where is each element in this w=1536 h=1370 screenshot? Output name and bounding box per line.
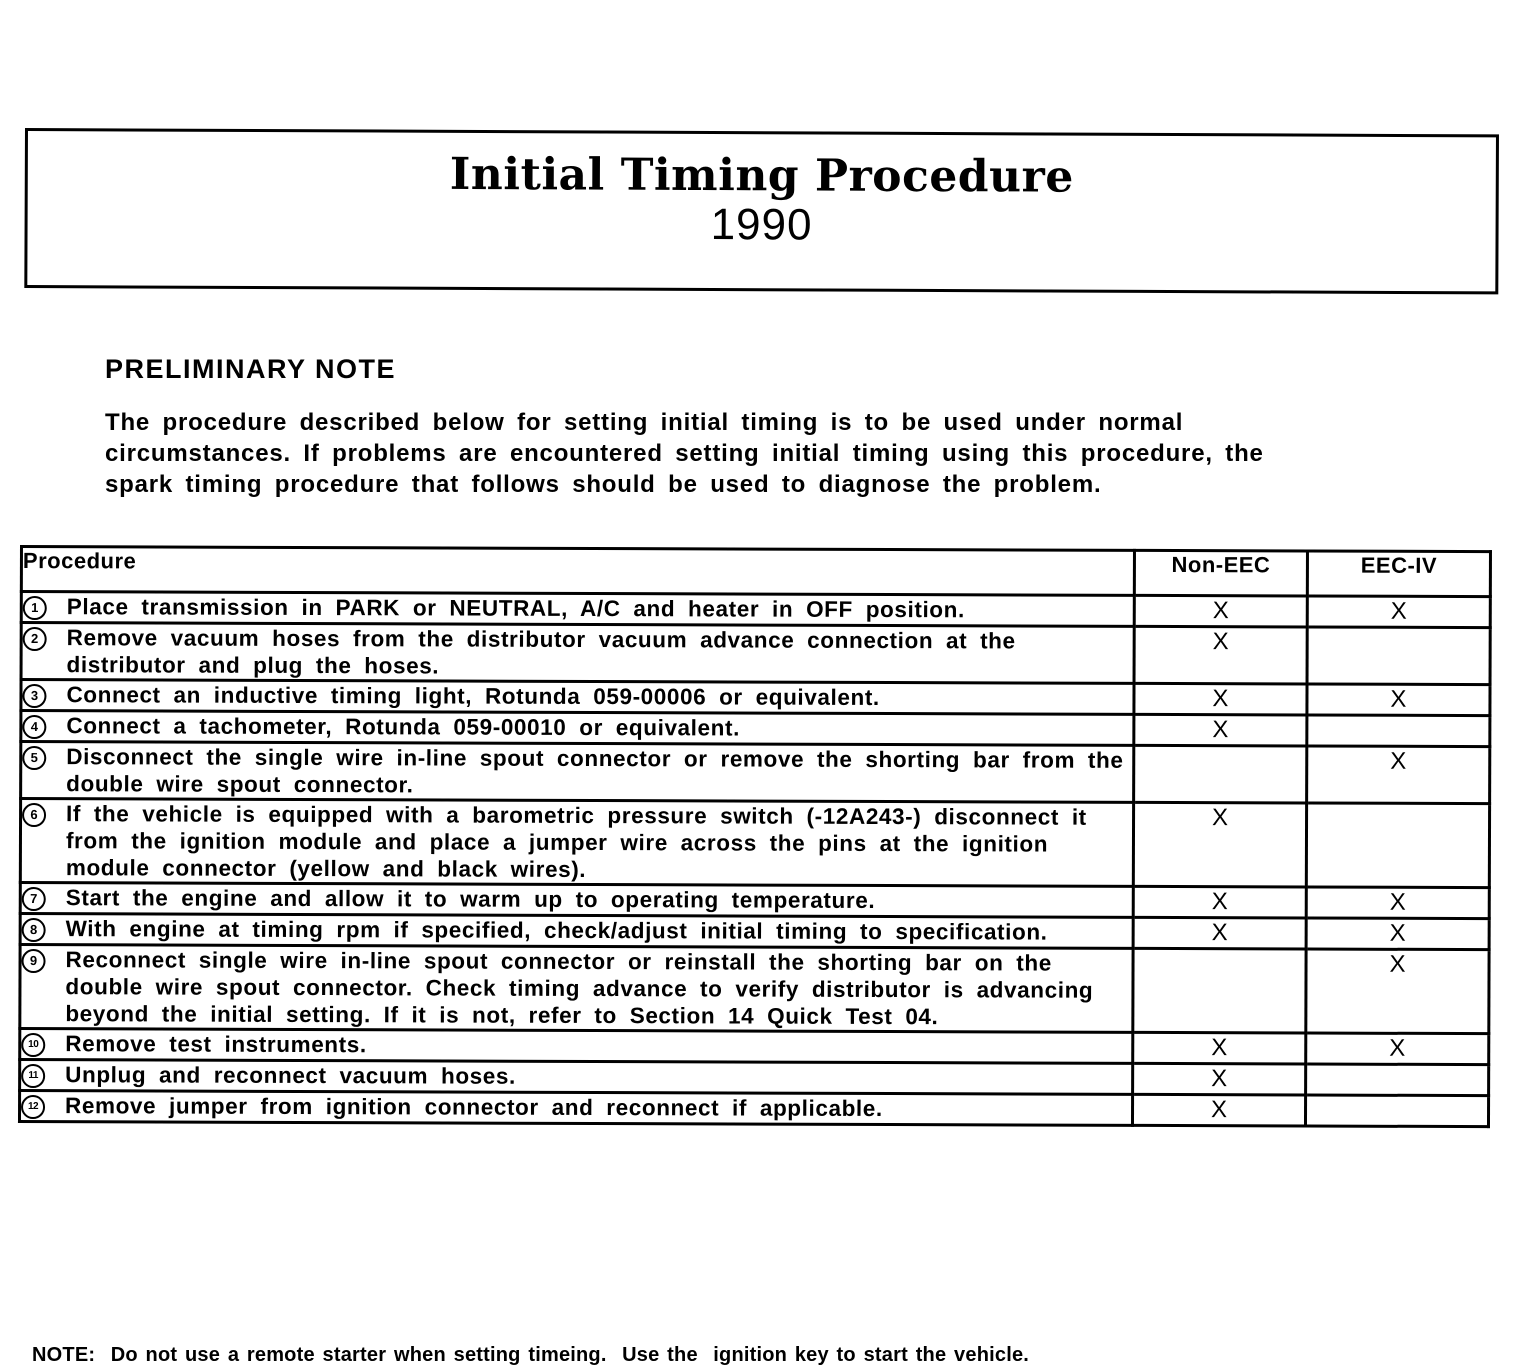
step-number-badge: 11 <box>21 1064 45 1088</box>
step-number-badge: 3 <box>22 684 46 708</box>
header-procedure: Procedure <box>21 547 1134 596</box>
step-text: Connect a tachometer, Rotunda 059-00010 or equivalent. <box>66 713 741 741</box>
step-cell <box>20 1029 1133 1064</box>
step-text: If the vehicle is equipped with a barometric pressure switch (-12A243-) disconnect it from the ignition module and place a jumper wire across the pins at the ignition module connector (yellow and black wires). <box>65 801 1087 882</box>
eec-iv-mark: X <box>1307 596 1490 628</box>
step-cell <box>21 711 1134 746</box>
eec-iv-mark: X <box>1306 1033 1489 1065</box>
non-eec-mark: X <box>1133 917 1306 949</box>
step-cell <box>21 742 1134 803</box>
step-number-badge: 9 <box>22 949 46 973</box>
eec-iv-mark: X <box>1307 746 1490 804</box>
page-year: 1990 <box>710 199 813 250</box>
non-eec-mark <box>1133 948 1306 1033</box>
step-text: Remove jumper from ignition connector and reconnect if applicable. <box>64 1093 883 1122</box>
non-eec-mark <box>1134 745 1307 803</box>
step-text: Remove vacuum hoses from the distributor vacuum advance connection at the distributor and plug the hoses. <box>66 625 1016 679</box>
step-text: Place transmission in PARK or NEUTRAL, A/C and heater in OFF position. <box>66 594 965 623</box>
step-number-badge: 5 <box>22 746 46 770</box>
preliminary-note <box>105 354 1285 500</box>
non-eec-mark: X <box>1133 1063 1306 1095</box>
eec-iv-mark: X <box>1306 887 1489 919</box>
step-cell <box>20 799 1133 887</box>
table-row <box>21 742 1490 804</box>
non-eec-mark: X <box>1133 1032 1306 1064</box>
table-row <box>20 1060 1489 1096</box>
non-eec-mark: X <box>1134 626 1307 684</box>
table-header-row <box>21 547 1490 597</box>
eec-iv-mark <box>1306 803 1489 888</box>
preliminary-note-body: The procedure described below for setting initial timing is to be used under normal circumstances. If problems are encountered setting initial timing using this procedure, the spark timing procedure that follows should be used to diagnose the problem. <box>105 409 1264 498</box>
step-number-badge: 12 <box>21 1095 45 1119</box>
eec-iv-mark <box>1305 1095 1488 1127</box>
step-cell <box>20 1060 1133 1095</box>
step-cell <box>21 623 1134 684</box>
non-eec-mark: X <box>1134 714 1307 746</box>
table-row <box>21 592 1490 628</box>
procedure-table <box>18 545 1492 1128</box>
step-text: Start the engine and allow it to warm up to operating temperature. <box>65 885 876 913</box>
step-text: Disconnect the single wire in-line spout connector or remove the shorting bar from the double wire spout connector. <box>66 744 1124 798</box>
step-number-badge: 7 <box>22 887 46 911</box>
eec-iv-mark <box>1306 1064 1489 1096</box>
step-text: Unplug and reconnect vacuum hoses. <box>65 1062 516 1089</box>
step-cell <box>21 680 1134 715</box>
eec-iv-mark <box>1307 715 1490 747</box>
step-cell <box>20 914 1133 949</box>
step-number-badge: 2 <box>23 627 47 651</box>
step-cell <box>20 883 1133 918</box>
table-row <box>20 799 1489 888</box>
eec-iv-mark <box>1307 627 1490 685</box>
step-cell <box>19 1091 1132 1126</box>
page-title: Initial Timing Procedure <box>449 148 1074 203</box>
table-row <box>20 1029 1489 1065</box>
table-row <box>21 623 1490 685</box>
table-row <box>20 914 1489 950</box>
eec-iv-mark: X <box>1307 684 1490 716</box>
step-text: With engine at timing rpm if specified, check/adjust initial timing to specification. <box>65 916 1048 945</box>
step-number-badge: 1 <box>23 596 47 620</box>
step-text: Connect an inductive timing light, Rotunda 059-00006 or equivalent. <box>66 682 880 711</box>
step-number-badge: 6 <box>22 803 46 827</box>
eec-iv-mark: X <box>1306 949 1489 1034</box>
header-eec-iv: EEC-IV <box>1307 551 1490 597</box>
step-number-badge: 4 <box>22 715 46 739</box>
table-row <box>21 711 1490 747</box>
table-row <box>21 680 1490 716</box>
table-row <box>20 945 1489 1034</box>
non-eec-mark: X <box>1134 595 1307 627</box>
preliminary-note-heading: PRELIMINARY NOTE <box>105 354 397 384</box>
step-text: Remove test instruments. <box>65 1031 367 1058</box>
step-cell <box>20 945 1133 1033</box>
table-row <box>19 1091 1488 1127</box>
step-cell <box>21 592 1134 627</box>
header-non-eec: Non-EEC <box>1134 550 1307 596</box>
footnote: NOTE: Do not use a remote starter when setting timeing. Use the ignition key to start the vehicle. <box>32 1344 1030 1366</box>
non-eec-mark: X <box>1132 1094 1305 1126</box>
eec-iv-mark: X <box>1306 918 1489 950</box>
title-box <box>24 128 1499 294</box>
non-eec-mark: X <box>1133 886 1306 918</box>
step-number-badge: 8 <box>22 918 46 942</box>
table-row <box>20 883 1489 919</box>
step-text: Reconnect single wire in-line spout connector or reinstall the shorting bar on the double wire spout connector. Check timing advance to verify distributor is advancing beyond the initial setting. If it is not, refer to Section 14 Quick Test 04. <box>65 947 1094 1030</box>
non-eec-mark: X <box>1134 683 1307 715</box>
step-number-badge: 10 <box>21 1033 45 1057</box>
non-eec-mark: X <box>1133 802 1306 887</box>
